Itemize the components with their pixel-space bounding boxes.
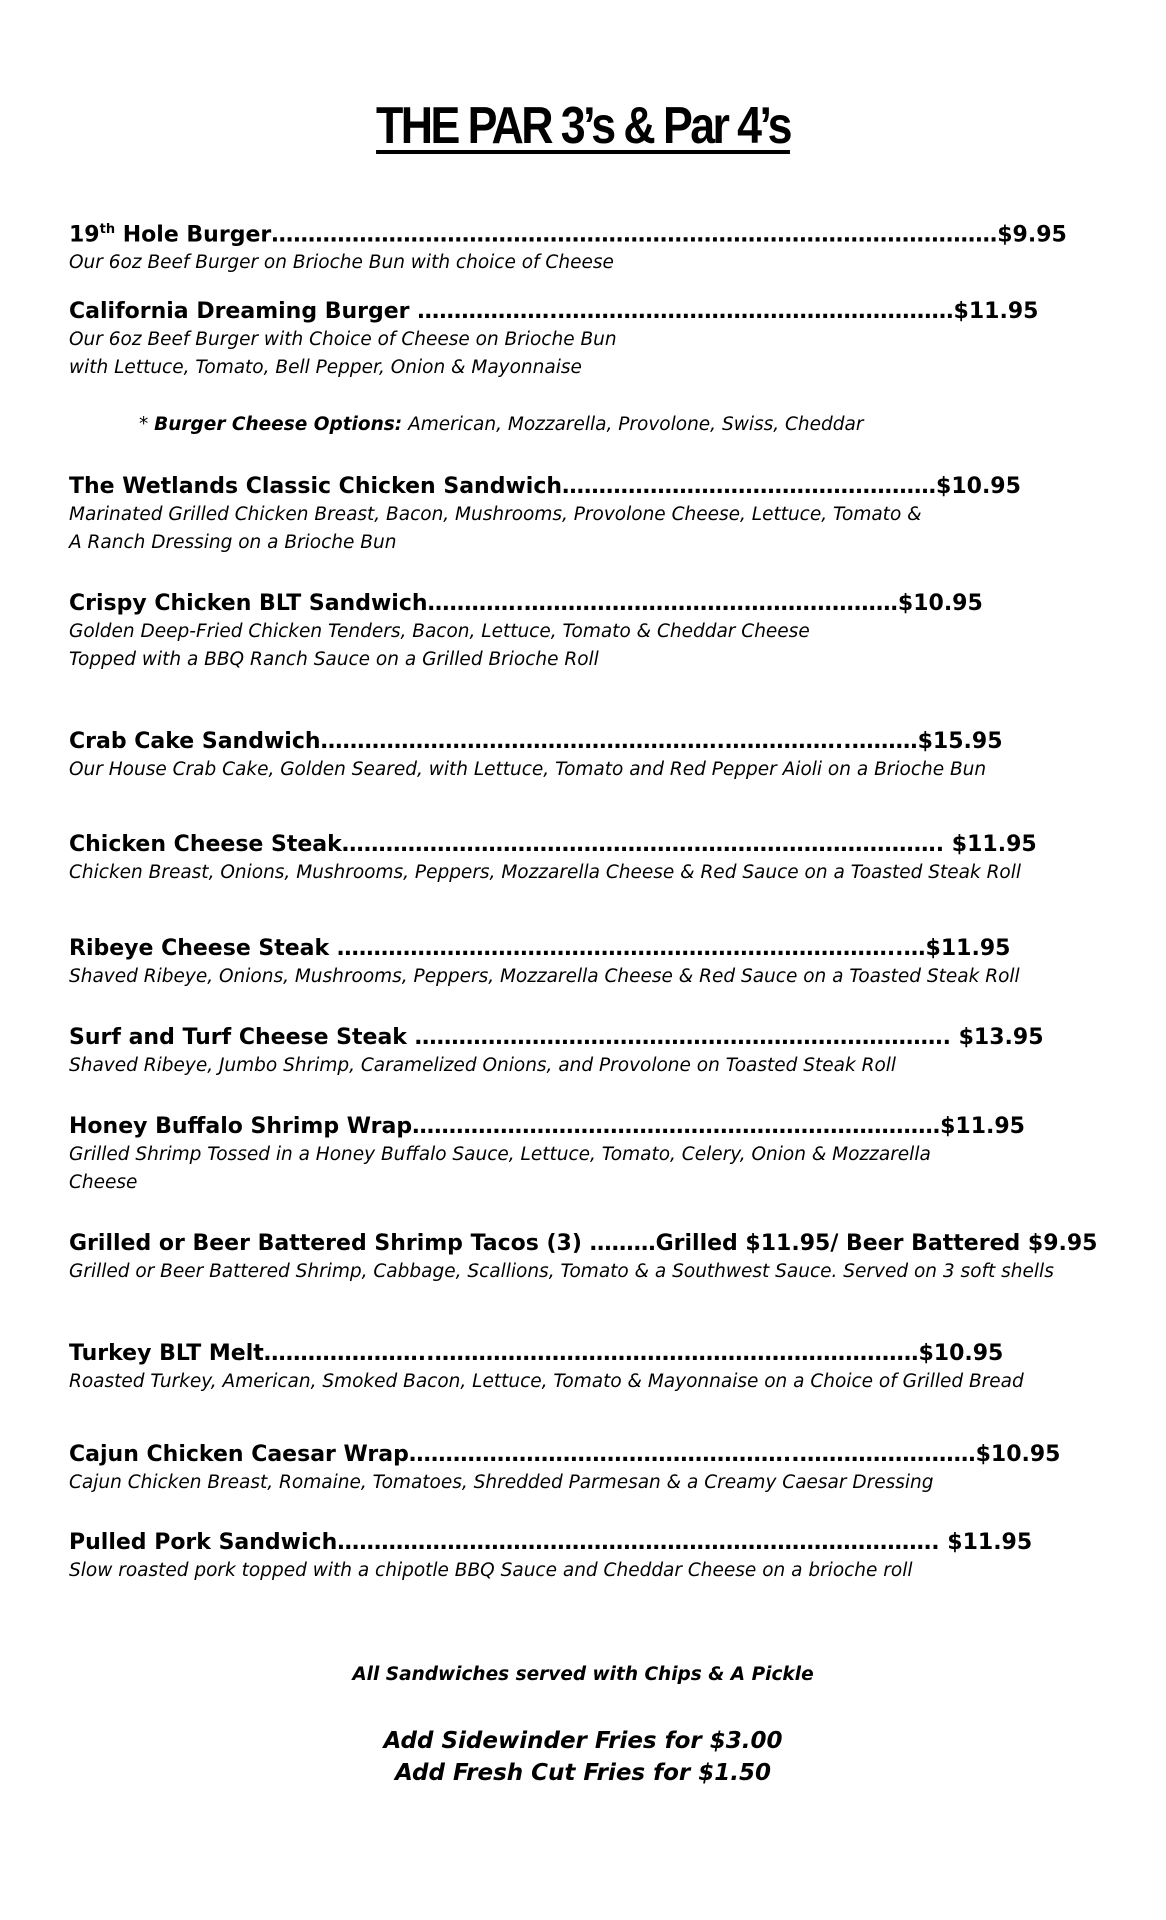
item-price: $13.95: [958, 1025, 1044, 1050]
menu-title: THE PAR 3’s & Par 4’s: [376, 97, 790, 155]
item-description: Grilled or Beer Battered Shrimp, Cabbage, Scallions, Tomato & a Southwest Sauce. Served on 3 soft shells: [69, 1261, 1054, 1282]
item-line: [69, 831, 1037, 859]
menu-item: [69, 1441, 1061, 1497]
leader-dots: ……………………………………………: [562, 474, 937, 499]
item-name: Turkey BLT Melt: [69, 1341, 264, 1366]
item-description: Shaved Ribeye, Onions, Mushrooms, Peppers, Mozzarella Cheese & Red Sauce on a Toasted Steak Roll: [69, 966, 1020, 987]
item-name: 19: [69, 222, 100, 248]
item-line: [69, 1441, 1061, 1469]
item-price: $10.95: [936, 474, 1021, 499]
menu-item: [69, 216, 1067, 277]
leader-dots: ………: [589, 1231, 656, 1256]
item-description: Slow roasted pork topped with a chipotle BBQ Sauce and Cheddar Cheese on a brioche roll: [69, 1560, 913, 1581]
cheese-options-note: [139, 414, 863, 435]
note-star: *: [139, 414, 155, 435]
item-price: $11.95: [940, 1114, 1025, 1139]
item-description: Topped with a BBQ Ranch Sauce on a Grilled Brioche Roll: [69, 649, 599, 670]
menu-item: [69, 298, 1038, 382]
item-line: [69, 728, 1003, 756]
leader-dots: ………….……………………………………………: [427, 591, 898, 616]
item-line: [69, 473, 1021, 501]
leader-dots: ……………………………………………..……………………: [408, 1442, 976, 1467]
menu-item: [69, 1340, 1024, 1396]
item-line: [69, 590, 983, 618]
item-description: Shaved Ribeye, Jumbo Shrimp, Caramelized Onions, and Provolone on Toasted Steak Roll: [69, 1055, 897, 1076]
item-line: [69, 1230, 1097, 1258]
menu-item: [69, 1529, 1032, 1585]
leader-dots: ……………………………………………………………………….: [341, 832, 952, 857]
item-name: California Dreaming Burger: [69, 299, 418, 324]
sides-note: All Sandwiches served with Chips & A Pickle: [352, 1664, 814, 1685]
item-name: Grilled or Beer Battered Shrimp Tacos (3): [69, 1231, 590, 1256]
menu-item: [69, 1113, 1025, 1197]
item-price: Grilled $11.95/ Beer Battered $9.95: [655, 1231, 1098, 1256]
item-line: [69, 1340, 1024, 1368]
item-description: Cheese: [69, 1172, 138, 1193]
item-price: $10.95: [897, 591, 983, 616]
item-name: Crab Cake Sandwich: [69, 729, 321, 754]
item-description: Golden Deep-Fried Chicken Tenders, Bacon, Lettuce, Tomato & Cheddar Cheese: [69, 621, 810, 642]
leader-dots: ……………………………………………….……………..………: [320, 729, 918, 754]
item-description: Grilled Shrimp Tossed in a Honey Buffalo Sauce, Lettuce, Tomato, Celery, Onion & Mozzarella: [69, 1144, 931, 1165]
item-line: [69, 1024, 1044, 1052]
menu-item: [69, 728, 1003, 784]
item-name: Hole Burger: [115, 222, 272, 248]
leader-dots: …………………..…………………………………………………………: [263, 1341, 919, 1366]
menu-item: [69, 935, 1020, 991]
item-description: Our 6oz Beef Burger with Choice of Cheese on Brioche Bun: [69, 329, 617, 350]
leader-dots: ……………….………………………………………………: [417, 299, 954, 324]
menu-item: [69, 590, 983, 674]
item-name: The Wetlands Classic Chicken Sandwich: [69, 474, 563, 499]
item-price: $11.95: [925, 936, 1011, 961]
item-name: Surf and Turf Cheese Steak: [69, 1025, 415, 1050]
item-price: $15.95: [917, 729, 1003, 754]
menu-item: [69, 1024, 1044, 1080]
leader-dots: ………………………………………………………………………………………: [271, 222, 998, 248]
item-description: Our 6oz Beef Burger on Brioche Bun with choice of Cheese: [69, 252, 614, 274]
item-name: Crispy Chicken BLT Sandwich: [69, 591, 428, 616]
add-on-fresh-cut-fries: Add Fresh Cut Fries for $1.50: [394, 1760, 772, 1786]
item-name-sup: th: [99, 222, 116, 237]
leader-dots: ……………………………………………………………………….: [337, 1530, 948, 1555]
item-name: Cajun Chicken Caesar Wrap: [69, 1442, 409, 1467]
leader-dots: …………………………………………………………………..…: [336, 936, 926, 961]
item-price: $11.95: [951, 832, 1037, 857]
item-line: [69, 298, 1038, 326]
item-price: $10.95: [918, 1341, 1004, 1366]
item-description: Chicken Breast, Onions, Mushrooms, Peppers, Mozzarella Cheese & Red Sauce on a Toasted Steak Roll: [69, 862, 1022, 883]
item-description: A Ranch Dressing on a Brioche Bun: [69, 532, 397, 553]
item-name: Pulled Pork Sandwich: [69, 1530, 338, 1555]
item-price: $9.95: [997, 222, 1067, 248]
item-description: Cajun Chicken Breast, Romaine, Tomatoes, Shredded Parmesan & a Creamy Caesar Dressing: [69, 1472, 934, 1493]
leader-dots: ………………………………………………………………: [412, 1114, 941, 1139]
item-description: Our House Crab Cake, Golden Seared, with Lettuce, Tomato and Red Pepper Aioli on a Brioche Bun: [69, 759, 987, 780]
item-name: Ribeye Cheese Steak: [69, 936, 337, 961]
item-line: [69, 1113, 1025, 1141]
item-description: Marinated Grilled Chicken Breast, Bacon, Mushrooms, Provolone Cheese, Lettuce, Tomato &: [69, 504, 922, 525]
item-line: [69, 216, 1067, 249]
item-name: Honey Buffalo Shrimp Wrap: [69, 1114, 413, 1139]
menu-item: [69, 473, 1021, 557]
item-price: $10.95: [975, 1442, 1061, 1467]
item-name: Chicken Cheese Steak: [69, 832, 342, 857]
item-price: $11.95: [953, 299, 1039, 324]
menu-item: [69, 831, 1037, 887]
note-label: Burger Cheese Options:: [154, 414, 403, 435]
item-description: Roasted Turkey, American, Smoked Bacon, Lettuce, Tomato & Mayonnaise on a Choice of Grilled Bread: [69, 1371, 1024, 1392]
leader-dots: ……………………………………………………………….: [414, 1025, 959, 1050]
item-line: [69, 935, 1020, 963]
menu-item: [69, 1230, 1097, 1286]
item-description: with Lettuce, Tomato, Bell Pepper, Onion & Mayonnaise: [69, 357, 582, 378]
item-line: [69, 1529, 1032, 1557]
item-price: $11.95: [947, 1530, 1033, 1555]
add-on-sidewinder-fries: Add Sidewinder Fries for $3.00: [383, 1728, 783, 1754]
note-text: American, Mozzarella, Provolone, Swiss, Cheddar: [402, 414, 864, 435]
